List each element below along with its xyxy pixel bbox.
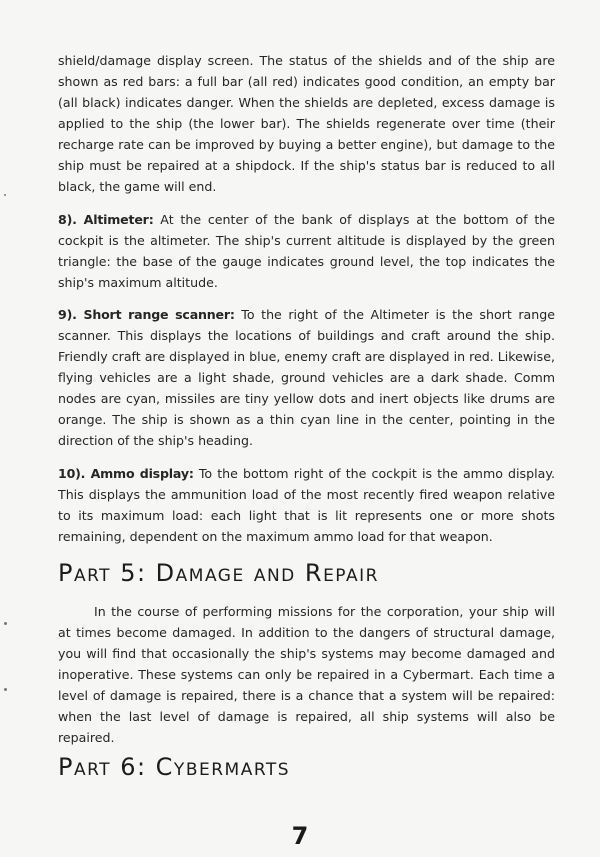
part5-heading: Part 5: Damage and Repair — [58, 559, 379, 587]
scanner-text: To the right of the Altimeter is the short range scanner. This displays the locations of buildings and craft around the ship. Friendly craft are displayed in blue, enemy craft are displayed in red. Likewise, flying vehicles are a light shade, ground vehicles are a dark shade. Comm nodes are cyan, missiles are tiny yellow dots and inert objects like drums are orange. The ship is shown as a thin cyan line in the center, pointing in the direction of the ship's heading. — [58, 307, 555, 448]
scan-speck — [4, 688, 7, 691]
scanner-label: 9). Short range scanner: — [58, 307, 235, 322]
part5-body: In the course of performing missions for the corporation, your ship will at times become damaged. In addition to the dangers of structural damage, you will find that occasionally the ship's systems may become damaged and inoperative. These systems can only be repaired in a Cybermart. Each time a level of damage is repaired, there is a chance that a system will be repaired: when the last level of damage is repaired, all ship systems will also be repaired. — [58, 604, 555, 745]
scan-speck — [4, 194, 6, 196]
part6-heading: Part 6: Cybermarts — [58, 753, 291, 781]
ammo-paragraph — [58, 463, 555, 547]
shield-damage-paragraph: shield/damage display screen. The status of the shields and of the ship are shown as red bars: a full bar (all red) indicates good condition, an empty bar (all black) indicates danger. When the shields are depleted, excess damage is applied to the ship (the lower bar). The shields regenerate over time (their recharge rate can be improved by buying a better engine), but damage to the ship must be repaired at a shipdock. If the ship's status bar is reduced to all black, the game will end. — [58, 53, 555, 194]
altimeter-paragraph — [58, 209, 555, 293]
ammo-text: To the bottom right of the cockpit is the ammo display. This displays the ammunition load of the most recently fired weapon relative to its maximum load: each light that is lit represents one or more shots remaining, dependent on the maximum ammo load for that weapon. — [58, 466, 555, 544]
scanner-paragraph — [58, 304, 555, 451]
ammo-label: 10). Ammo display: — [58, 466, 194, 481]
scan-speck — [4, 622, 7, 625]
altimeter-label: 8). Altimeter: — [58, 212, 154, 227]
altimeter-text: At the center of the bank of displays at the bottom of the cockpit is the altimeter. The ship's current altitude is displayed by the green triangle: the base of the gauge indicates ground level, the top indicates the ship's maximum altitude. — [58, 212, 555, 290]
page-number: 7 — [291, 822, 309, 850]
